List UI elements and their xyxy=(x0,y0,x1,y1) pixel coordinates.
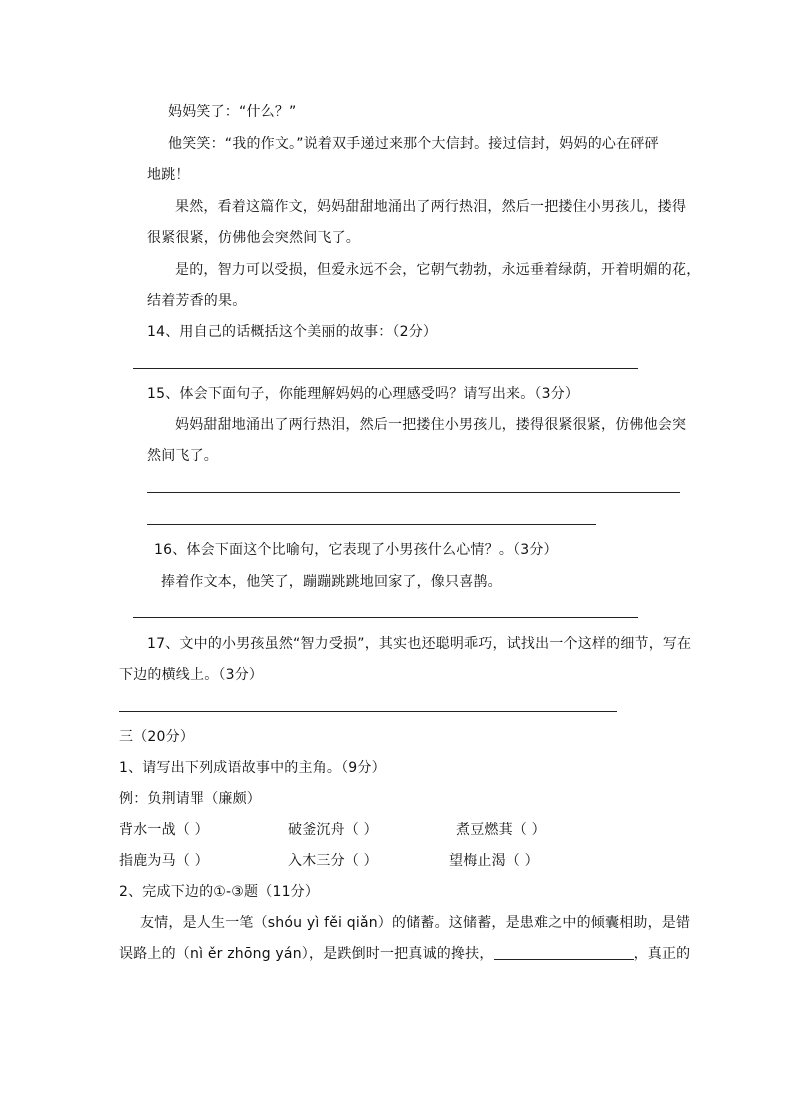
answer-line-15a[interactable] xyxy=(147,492,680,493)
question-17-line-2: 下边的横线上。（3分） xyxy=(119,667,264,683)
story-paragraph-2-line-2: 地跳！ xyxy=(147,167,190,183)
idiom-item[interactable]: 破釜沉舟（ ） xyxy=(288,822,378,838)
friendship-text-line-2-start: 误路上的（nì ěr zhōng yán），是跌倒时一把真诚的搀扶， xyxy=(119,946,494,962)
story-paragraph-4-line-1: 是的，智力可以受损，但爱永远不会，它朝气勃勃，永远垂着绿荫，开着明媚的花， xyxy=(175,262,701,278)
question-17-line-1: 17、文中的小男孩虽然“智力受损”，其实也还聪明乖巧，试找出一个这样的细节，写在 xyxy=(147,636,692,652)
question-15-quote-line-2: 然间飞了。 xyxy=(147,448,218,464)
idiom-item[interactable]: 望梅止渴（ ） xyxy=(449,853,539,869)
idiom-item[interactable]: 指鹿为马（ ） xyxy=(119,853,209,869)
answer-line-15b[interactable] xyxy=(147,524,596,525)
section-3-question-1: 1、请写出下列成语故事中的主角。（9分） xyxy=(119,760,386,776)
idiom-item[interactable]: 入木三分（ ） xyxy=(288,853,378,869)
story-paragraph-4-line-2: 结着芳香的果。 xyxy=(147,293,247,309)
story-paragraph-3-line-2: 很紧很紧，仿佛他会突然间飞了。 xyxy=(147,230,360,246)
story-paragraph-3-line-1: 果然，看着这篇作文，妈妈甜甜地涌出了两行热泪，然后一把搂住小男孩儿，搂得 xyxy=(175,199,687,215)
question-15: 15、体会下面句子，你能理解妈妈的心理感受吗？请写出来。（3分） xyxy=(147,386,580,402)
story-paragraph-1: 妈妈笑了：“什么？” xyxy=(168,104,297,120)
answer-line-14[interactable] xyxy=(133,368,638,369)
idiom-example: 例：负荆请罪（廉颇） xyxy=(119,791,261,807)
friendship-text-line-2-end: ，真正的 xyxy=(633,946,691,962)
idiom-item[interactable]: 煮豆燃萁（ ） xyxy=(456,822,546,838)
idiom-item[interactable]: 背水一战（ ） xyxy=(119,822,209,838)
friendship-text-line-2 xyxy=(119,945,690,963)
section-3-question-2: 2、完成下边的①-③题（11分） xyxy=(119,884,320,900)
section-3-heading: 三（20分） xyxy=(119,729,195,745)
question-14: 14、用自己的话概括这个美丽的故事：（2分） xyxy=(147,324,438,340)
story-paragraph-2-line-1: 他笑笑：“我的作文。”说着双手递过来那个大信封。接过信封，妈妈的心在砰砰 xyxy=(168,136,659,152)
question-16-quote: 捧着作文本，他笑了，蹦蹦跳跳地回家了，像只喜鹊。 xyxy=(161,574,502,590)
answer-line-17[interactable] xyxy=(119,711,617,712)
question-16: 16、体会下面这个比喻句，它表现了小男孩什么心情？。（3分） xyxy=(154,542,558,558)
friendship-text-line-1: 友情，是人生一笔（shóu yì fěi qiǎn）的储蓄。这储蓄，是患难之中的倾囊相助，是错 xyxy=(140,915,691,931)
answer-line-16[interactable] xyxy=(133,617,638,618)
fill-in-blank[interactable] xyxy=(494,945,634,960)
question-15-quote-line-1: 妈妈甜甜地涌出了两行热泪，然后一把搂住小男孩儿，搂得很紧很紧，仿佛他会突 xyxy=(175,417,687,433)
